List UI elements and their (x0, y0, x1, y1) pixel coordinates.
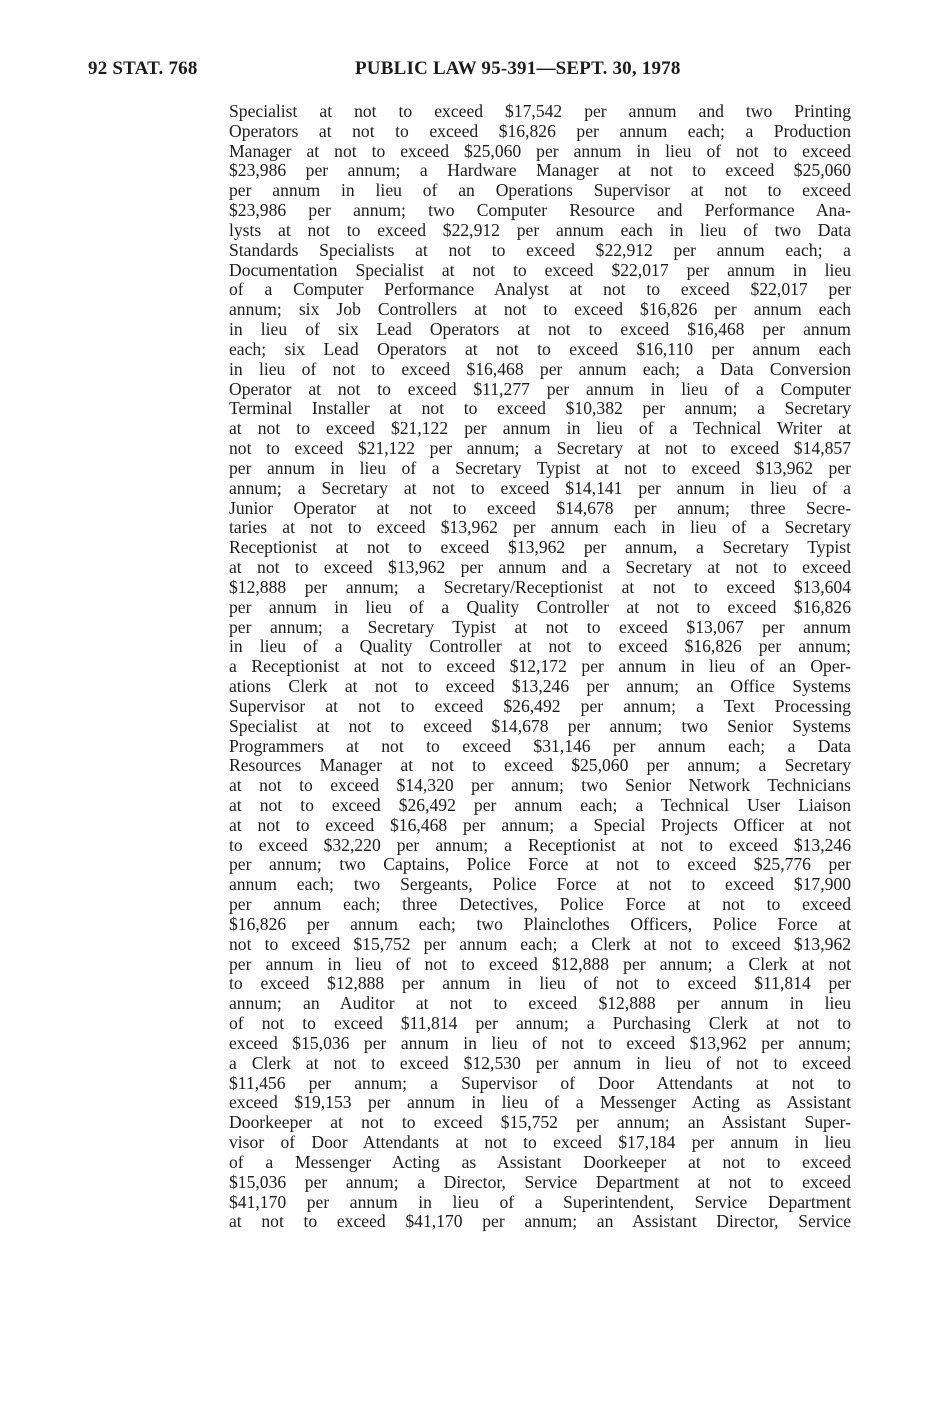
text-line: Specialist at not to exceed $17,542 per annum and two Printing (229, 101, 851, 121)
text-line: annum; a Secretary at not to exceed $14,141 per annum in lieu of a (229, 477, 851, 498)
text-line: annum; six Job Controllers at not to exceed $16,826 per annum each (229, 299, 851, 320)
text-line: taries at not to exceed $13,962 per annum each in lieu of a Secretary (229, 517, 851, 538)
text-line: Terminal Installer at not to exceed $10,382 per annum; a Secretary (229, 398, 851, 419)
text-line: $11,456 per annum; a Supervisor of Door Attendants at not to (229, 1072, 851, 1093)
text-line: per annum in lieu of not to exceed $12,888 per annum; a Clerk at not (229, 953, 851, 974)
text-line: Receptionist at not to exceed $13,962 per annum, a Secretary Typist (229, 537, 851, 558)
stat-page-reference: 92 STAT. 768 (88, 58, 198, 79)
text-line: per annum in lieu of a Secretary Typist at not to exceed $13,962 per (229, 457, 851, 478)
text-line: Documentation Specialist at not to exceed $22,017 per annum in lieu (229, 259, 851, 280)
text-line: of a Computer Performance Analyst at not to exceed $22,017 per (229, 279, 851, 300)
text-line: $41,170 per annum in lieu of a Superintendent, Service Department (229, 1191, 851, 1212)
text-line: per annum in lieu of a Quality Controller at not to exceed $16,826 (229, 596, 851, 617)
text-line: per annum; a Secretary Typist at not to exceed $13,067 per annum (229, 616, 851, 637)
text-line: in lieu of six Lead Operators at not to exceed $16,468 per annum (229, 319, 851, 340)
text-line: $12,888 per annum; a Secretary/Receptionist at not to exceed $13,604 (229, 576, 851, 597)
text-line: not to exceed $15,752 per annum each; a Clerk at not to exceed $13,962 (229, 933, 851, 954)
text-line: Supervisor at not to exceed $26,492 per annum; a Text Processing (229, 695, 851, 716)
text-line: $16,826 per annum each; two Plainclothes Officers, Police Force at (229, 913, 851, 934)
text-line: in lieu of a Quality Controller at not to exceed $16,826 per annum; (229, 636, 851, 657)
text-line: each; six Lead Operators at not to exceed $16,110 per annum each (229, 338, 851, 359)
text-line: Standards Specialists at not to exceed $22,912 per annum each; a (229, 239, 851, 260)
text-line: a Receptionist at not to exceed $12,172 per annum in lieu of an Oper- (229, 656, 851, 677)
text-line: Manager at not to exceed $25,060 per annum in lieu of not to exceed (229, 140, 851, 161)
body-text (229, 102, 851, 1232)
running-head (0, 58, 949, 84)
text-line: $23,986 per annum; two Computer Resource and Performance Ana- (229, 200, 851, 221)
text-line: at not to exceed $16,468 per annum; a Special Projects Officer at not (229, 814, 851, 835)
text-line: to exceed $12,888 per annum in lieu of not to exceed $11,814 per (229, 973, 851, 994)
text-line: annum each; two Sergeants, Police Force at not to exceed $17,900 (229, 874, 851, 895)
text-line: a Clerk at not to exceed $12,530 per annum in lieu of not to exceed (229, 1052, 851, 1073)
text-line: at not to exceed $21,122 per annum in lieu of a Technical Writer at (229, 418, 851, 439)
text-line: per annum each; three Detectives, Police Force at not to exceed (229, 894, 851, 915)
text-line: to exceed $32,220 per annum; a Receptionist at not to exceed $13,246 (229, 834, 851, 855)
text-line: exceed $15,036 per annum in lieu of not to exceed $13,962 per annum; (229, 1032, 851, 1053)
text-line: in lieu of not to exceed $16,468 per annum each; a Data Conversion (229, 358, 851, 379)
text-line: of not to exceed $11,814 per annum; a Purchasing Clerk at not to (229, 1013, 851, 1034)
text-line: at not to exceed $14,320 per annum; two Senior Network Technicians (229, 775, 851, 796)
text-line: per annum in lieu of an Operations Supervisor at not to exceed (229, 180, 851, 201)
text-line: at not to exceed $13,962 per annum and a Secretary at not to exceed (229, 557, 851, 578)
text-line: $15,036 per annum; a Director, Service Department at not to exceed (229, 1171, 851, 1192)
text-line: Operator at not to exceed $11,277 per annum in lieu of a Computer (229, 378, 851, 399)
text-line: lysts at not to exceed $22,912 per annum each in lieu of two Data (229, 219, 851, 240)
text-line: Junior Operator at not to exceed $14,678 per annum; three Secre- (229, 497, 851, 518)
text-line: Resources Manager at not to exceed $25,060 per annum; a Secretary (229, 755, 851, 776)
text-line: of a Messenger Acting as Assistant Doorkeeper at not to exceed (229, 1151, 851, 1172)
text-line: visor of Door Attendants at not to exceed $17,184 per annum in lieu (229, 1132, 851, 1153)
text-line: not to exceed $21,122 per annum; a Secretary at not to exceed $14,857 (229, 438, 851, 459)
text-line: annum; an Auditor at not to exceed $12,888 per annum in lieu (229, 993, 851, 1014)
text-line: per annum; two Captains, Police Force at not to exceed $25,776 per (229, 854, 851, 875)
text-line: exceed $19,153 per annum in lieu of a Messenger Acting as Assistant (229, 1092, 851, 1113)
text-line: ations Clerk at not to exceed $13,246 per annum; an Office Systems (229, 676, 851, 697)
text-line: Operators at not to exceed $16,826 per annum each; a Production (229, 120, 851, 141)
text-line: Specialist at not to exceed $14,678 per annum; two Senior Systems (229, 715, 851, 736)
text-line: Programmers at not to exceed $31,146 per annum each; a Data (229, 735, 851, 756)
law-title-heading: PUBLIC LAW 95-391—SEPT. 30, 1978 (355, 58, 681, 79)
text-line: $23,986 per annum; a Hardware Manager at not to exceed $25,060 (229, 160, 851, 181)
text-line: at not to exceed $41,170 per annum; an Assistant Director, Service (229, 1211, 851, 1232)
text-line: at not to exceed $26,492 per annum each; a Technical User Liaison (229, 794, 851, 815)
text-line: Doorkeeper at not to exceed $15,752 per annum; an Assistant Super- (229, 1112, 851, 1133)
